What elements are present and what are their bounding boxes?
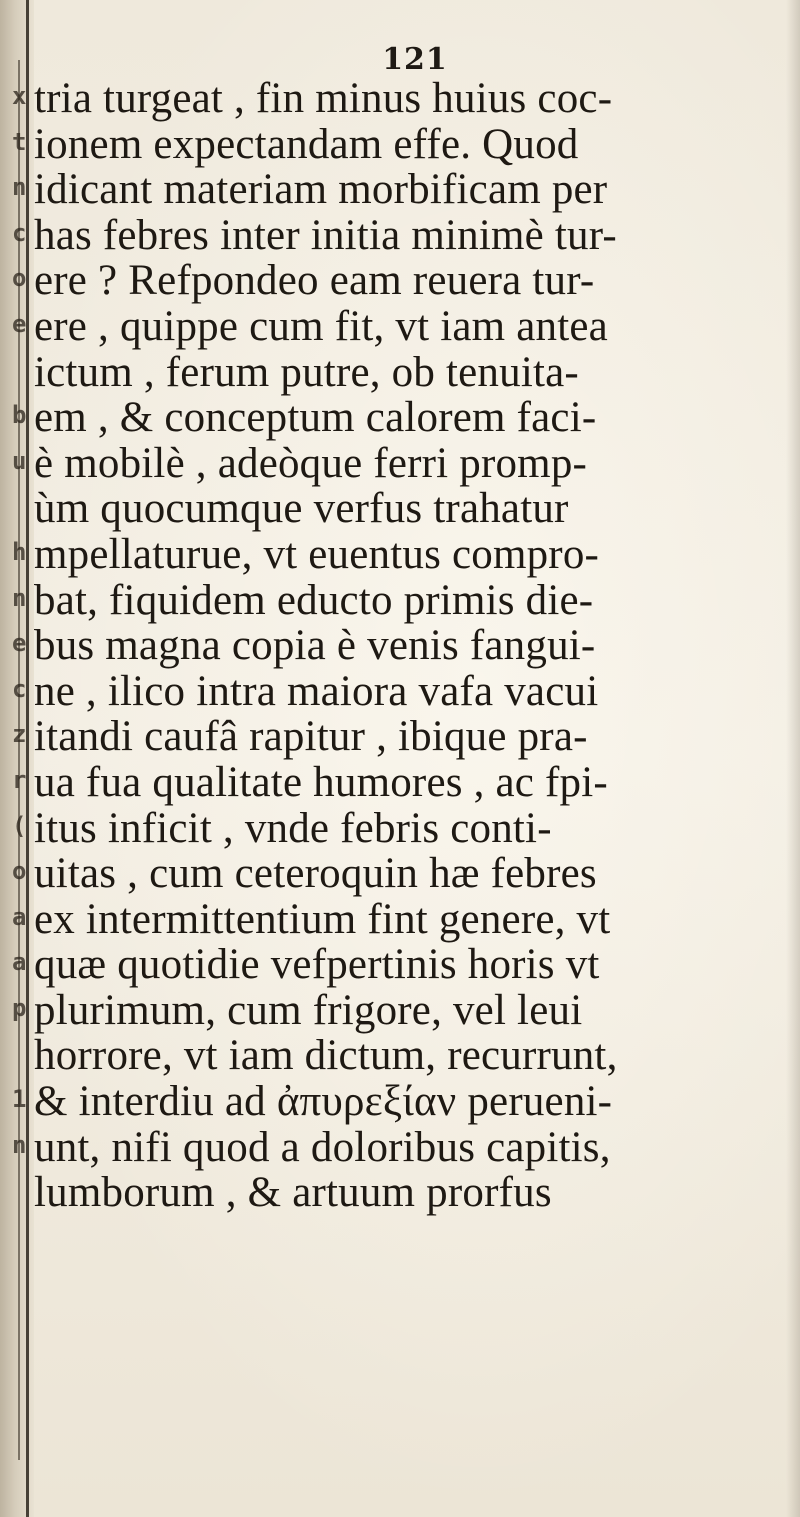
line-text: quæ quotidie vefpertinis horis vt	[34, 941, 600, 989]
facing-page-fragment: a	[12, 948, 27, 977]
line-text: & interdiu ad ἀπυρεξίαν perueni-	[34, 1078, 613, 1126]
facing-page-fragment: p	[12, 993, 27, 1022]
facing-page-fragment: (	[12, 811, 27, 840]
text-line	[12, 530, 800, 576]
line-text: horrore, vt iam dictum, recurrunt,	[34, 1032, 618, 1080]
page-number: 121	[382, 42, 448, 77]
text-line	[12, 439, 800, 485]
facing-page-fragment: z	[12, 720, 27, 749]
facing-page-fragment: n	[12, 173, 27, 202]
line-text: mpellaturue, vt euentus compro-	[34, 530, 600, 578]
text-line	[12, 849, 800, 898]
line-text: ex intermittentium fint genere, vt	[34, 895, 611, 943]
facing-page-fragment: n	[12, 583, 27, 612]
text-line	[12, 1031, 800, 1080]
line-text: ere , quippe cum fit, vt iam antea	[34, 302, 608, 350]
text-line	[12, 986, 800, 1032]
line-text: ne , ilico intra maiora vafa vacui	[34, 667, 599, 715]
text-line	[12, 1123, 800, 1169]
facing-page-fragment: e	[12, 629, 27, 658]
text-line	[12, 348, 800, 394]
facing-page-fragment: o	[12, 857, 27, 886]
facing-page-fragment: r	[12, 765, 27, 794]
line-text: bus magna copia è venis fangui-	[34, 622, 596, 670]
text-line	[12, 621, 800, 670]
text-line	[12, 484, 800, 533]
line-text: itandi caufâ rapitur , ibique pra-	[34, 713, 588, 761]
line-text: lumborum , & artuum prorfus	[34, 1169, 552, 1217]
facing-page-fragment: u	[12, 446, 27, 475]
facing-page-fragment: e	[12, 309, 27, 338]
line-text: tria turgeat , fin minus huius coc-	[34, 75, 613, 122]
line-text: ictum , ferum putre, ob tenuita-	[34, 348, 579, 396]
text-line	[12, 940, 800, 989]
line-text: uitas , cum ceteroquin hæ febres	[34, 850, 597, 898]
facing-page-fragment: x	[12, 82, 27, 110]
facing-page-fragment: c	[12, 674, 27, 703]
text-line	[12, 1168, 800, 1217]
text-line	[12, 165, 800, 214]
line-text: bat, fiquidem educto primis die-	[34, 576, 594, 624]
line-text: has febres inter initia minimè tur-	[34, 211, 617, 259]
facing-page-fragment: t	[12, 127, 27, 156]
text-line	[12, 74, 800, 120]
text-line	[12, 667, 800, 713]
text-line	[12, 758, 800, 804]
text-line	[12, 393, 800, 442]
facing-page-fragment: c	[12, 218, 27, 247]
line-text: ionem expectandam effe. Quod	[34, 120, 579, 168]
text-line	[12, 1077, 800, 1126]
facing-page-fragment: h	[12, 537, 27, 566]
line-text: unt, nifi quod a doloribus capitis,	[34, 1123, 611, 1171]
facing-page-fragment: 1	[12, 1085, 27, 1114]
line-text: ùm quocumque verfus trahatur	[34, 485, 569, 533]
text-line	[12, 120, 800, 166]
line-text: ere ? Refpondeo eam reuera tur-	[34, 257, 595, 305]
text-line	[12, 895, 800, 941]
text-line	[12, 576, 800, 622]
line-text: itus inficit , vnde febris conti-	[34, 804, 552, 852]
line-text: idicant materiam morbificam per	[34, 166, 608, 214]
line-text: è mobilè , adeòque ferri promp-	[34, 439, 588, 487]
facing-page-fragment: b	[12, 401, 27, 430]
text-line	[12, 712, 800, 761]
facing-page-fragment: n	[12, 1130, 27, 1159]
text-block	[12, 74, 800, 1217]
text-line	[12, 302, 800, 348]
text-line	[12, 211, 800, 257]
line-text: em , & conceptum calorem faci-	[34, 394, 597, 442]
facing-page-fragment: o	[12, 264, 27, 293]
text-line	[12, 256, 800, 305]
text-line	[12, 804, 800, 850]
line-text: ua fua qualitate humores , ac fpi-	[34, 758, 608, 806]
facing-page-fragment: a	[12, 902, 27, 931]
line-text: plurimum, cum frigore, vel leui	[34, 986, 583, 1034]
